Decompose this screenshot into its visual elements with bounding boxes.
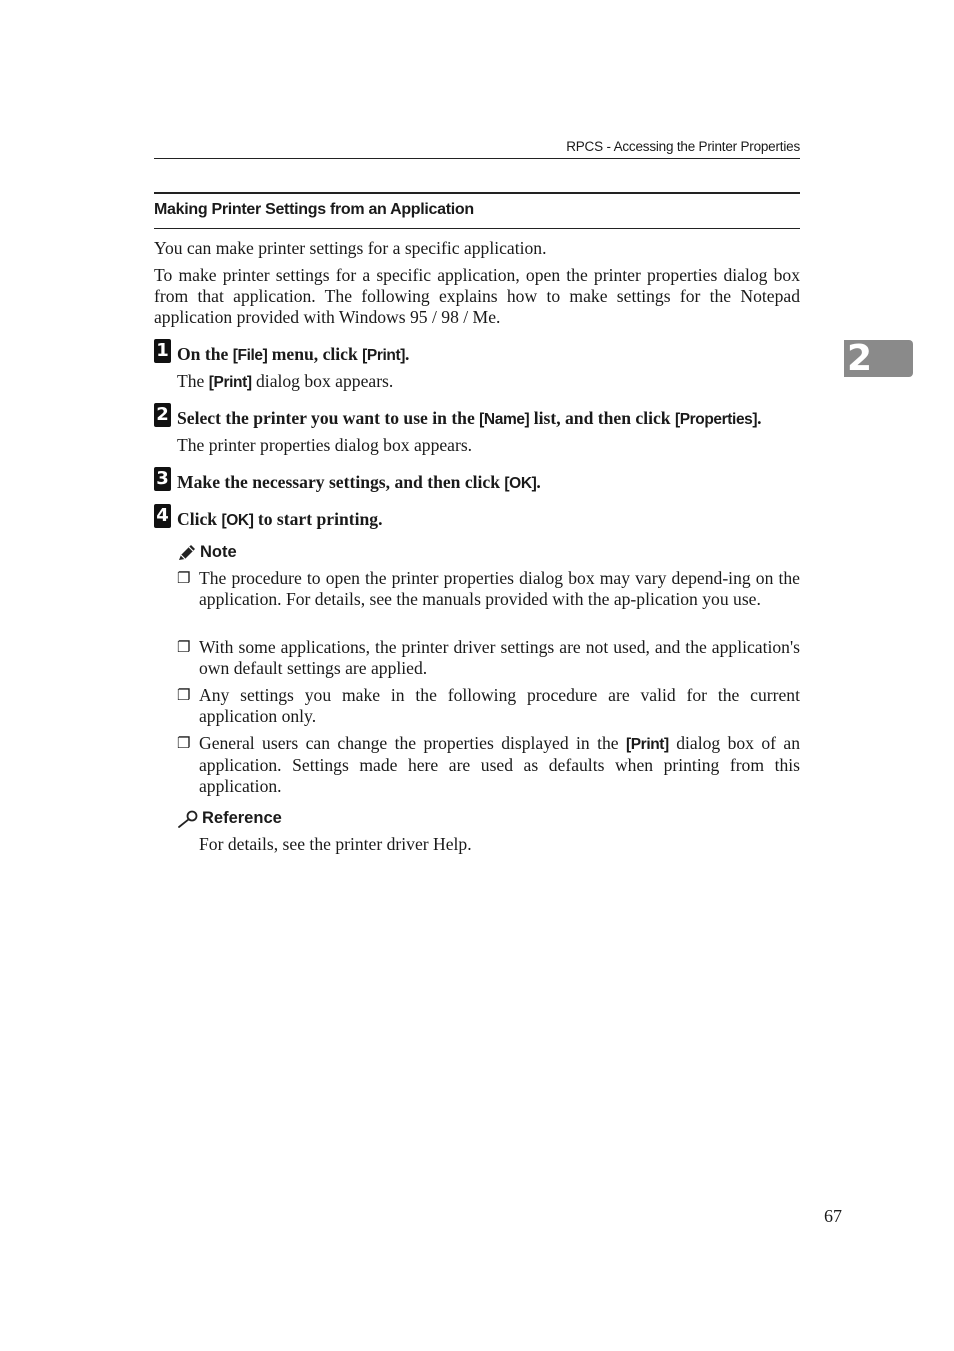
step-1-result-pre: The [177,371,209,391]
print-command-label: [Print] [362,347,406,364]
pencil-icon [177,544,197,562]
checkbox-bullet-icon: ❐ [177,569,191,587]
note-item-4-text [199,733,800,797]
step-2-text-mid: list, and then click [529,408,675,428]
checkbox-bullet-icon: ❐ [177,734,191,752]
checkbox-bullet-icon: ❐ [177,686,191,704]
note-item-1 [177,568,800,610]
file-menu-label: [File] [232,347,268,364]
section-top-rule [154,192,800,194]
note-item-3-text: Any settings you make in the following procedure are valid for the current application only. [199,685,800,726]
note-item-4-post: dialog box of an application. Settings made here are used as defaults when printing from this application. [199,733,800,796]
step-1-text-mid: menu, click [267,344,363,364]
section-title: Making Printer Settings from an Application [154,201,474,218]
ok-button-label: [OK] [221,512,254,529]
chapter-number: 2 [847,338,873,379]
ok-button-label: [OK] [504,475,537,492]
checkbox-bullet-icon: ❐ [177,638,191,656]
note-item-2 [177,637,800,679]
page-number: 67 [824,1206,842,1226]
note-item-1-text: The procedure to open the printer properties dialog box may vary depend-ing on the application. For details, see the manuals provided with the ap-plication you use. [199,568,800,609]
intro-paragraph-2: To make printer settings for a specific application, open the printer properties dialog box from that application. The following explains how to make settings for the Notepad application provided with Windows 95 / 98 / Me. [154,265,800,327]
step-3-text-pre: Make the necessary settings, and then click [177,472,505,492]
step-3-instruction [177,472,541,493]
step-3-text-post: . [536,472,541,492]
note-heading [177,543,237,562]
reference-heading [177,809,282,828]
step-4-text-pre: Click [177,509,222,529]
note-item-3 [177,685,800,727]
step-4-text-post: to start printing. [253,509,383,529]
intro-paragraph-1: You can make printer settings for a specific application. [154,238,547,258]
step-number-4: 4 [154,504,171,528]
step-1-result [177,371,393,392]
reference-text: For details, see the printer driver Help. [199,834,472,854]
step-number-2: 2 [154,403,171,427]
note-heading-text: Note [200,543,237,561]
step-2-text-pre: Select the printer you want to use in the [177,408,480,428]
section-bottom-rule [154,228,800,229]
step-2-text-post: . [757,408,762,428]
step-2-instruction [177,408,762,429]
magnifier-key-icon [177,810,199,828]
step-1-text-pre: On the [177,344,233,364]
note-item-2-text: With some applications, the printer driver settings are not used, and the application's own default settings are applied. [199,637,800,678]
step-1-result-post: dialog box appears. [251,371,394,391]
step-number-1: 1 [154,339,171,363]
chapter-tab [844,340,913,377]
reference-heading-text: Reference [202,809,282,827]
print-dialog-label: [Print] [625,736,669,753]
note-item-4 [177,733,800,797]
header-rule [154,158,800,159]
note-item-4-pre: General users can change the properties displayed in the [199,733,626,753]
step-number-3: 3 [154,467,171,491]
step-1-text-post: . [405,344,410,364]
running-header: RPCS - Accessing the Printer Properties [566,139,800,154]
step-2-result: The printer properties dialog box appears. [177,435,473,455]
name-list-label: [Name] [479,411,530,428]
print-dialog-label: [Print] [208,374,252,391]
step-1-instruction [177,344,409,365]
step-4-instruction [177,509,382,530]
properties-button-label: [Properties] [674,411,758,428]
